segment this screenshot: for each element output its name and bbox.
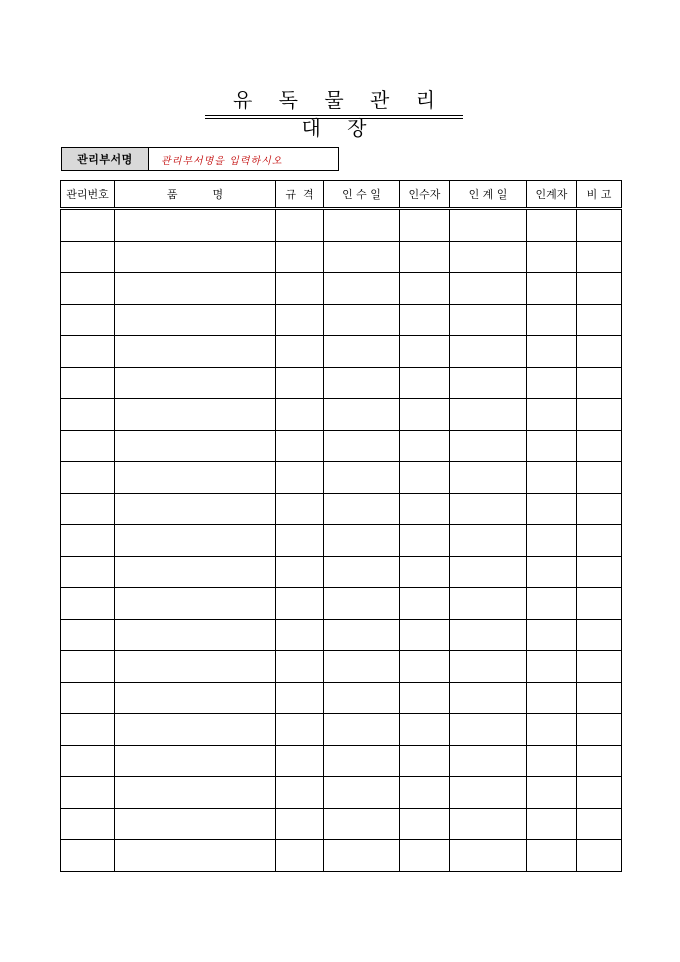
table-cell[interactable]: [400, 840, 450, 872]
table-row: [61, 525, 622, 557]
header-row: [61, 181, 622, 209]
table-cell[interactable]: [61, 682, 115, 714]
table-cell[interactable]: [115, 840, 276, 872]
table-cell[interactable]: [527, 682, 577, 714]
table-row: [61, 399, 622, 431]
table-cell[interactable]: [324, 619, 400, 651]
table-cell[interactable]: [276, 682, 324, 714]
table-cell[interactable]: [400, 367, 450, 399]
table-cell[interactable]: [400, 430, 450, 462]
table-cell[interactable]: [276, 462, 324, 494]
table-cell[interactable]: [276, 493, 324, 525]
table-cell[interactable]: [276, 273, 324, 305]
table-cell[interactable]: [115, 525, 276, 557]
table-cell[interactable]: [61, 430, 115, 462]
table-cell[interactable]: [400, 241, 450, 273]
table-cell[interactable]: [115, 209, 276, 242]
table-cell[interactable]: [400, 304, 450, 336]
table-cell[interactable]: [115, 682, 276, 714]
table-cell[interactable]: [450, 399, 527, 431]
table-cell[interactable]: [527, 209, 577, 242]
table-cell[interactable]: [450, 682, 527, 714]
table-cell[interactable]: [115, 336, 276, 368]
table-row: [61, 682, 622, 714]
table-cell[interactable]: [115, 745, 276, 777]
table-cell[interactable]: [61, 493, 115, 525]
table-cell[interactable]: [61, 304, 115, 336]
table-cell[interactable]: [577, 619, 622, 651]
table-cell[interactable]: [577, 304, 622, 336]
table-cell[interactable]: [61, 651, 115, 683]
table-cell[interactable]: [450, 651, 527, 683]
table-row: [61, 777, 622, 809]
table-row: [61, 619, 622, 651]
table-cell[interactable]: [450, 273, 527, 305]
table-cell[interactable]: [400, 682, 450, 714]
table-row: [61, 493, 622, 525]
table-cell[interactable]: [527, 714, 577, 746]
table-cell[interactable]: [61, 714, 115, 746]
table-cell[interactable]: [115, 777, 276, 809]
table-cell[interactable]: [400, 619, 450, 651]
table-cell[interactable]: [450, 588, 527, 620]
table-cell[interactable]: [400, 808, 450, 840]
table-cell[interactable]: [61, 399, 115, 431]
table-cell[interactable]: [527, 525, 577, 557]
table-cell[interactable]: [276, 241, 324, 273]
table-cell[interactable]: [527, 241, 577, 273]
table-row: [61, 462, 622, 494]
col-header-item-name: 품 명: [115, 181, 276, 209]
table-cell[interactable]: [115, 651, 276, 683]
table-cell[interactable]: [115, 462, 276, 494]
table-row: [61, 556, 622, 588]
table-cell[interactable]: [577, 273, 622, 305]
table-cell[interactable]: [577, 651, 622, 683]
table-cell[interactable]: [324, 714, 400, 746]
table-cell[interactable]: [115, 808, 276, 840]
table-cell[interactable]: [61, 556, 115, 588]
table-cell[interactable]: [324, 493, 400, 525]
department-label: 관리부서명: [62, 148, 149, 170]
table-cell[interactable]: [115, 241, 276, 273]
table-cell[interactable]: [324, 336, 400, 368]
table-cell[interactable]: [450, 777, 527, 809]
table-cell[interactable]: [527, 462, 577, 494]
table-row: [61, 209, 622, 242]
table-cell[interactable]: [276, 525, 324, 557]
table-cell[interactable]: [324, 399, 400, 431]
department-input[interactable]: 관리부서명을 입력하시오: [161, 155, 283, 167]
table-cell[interactable]: [527, 273, 577, 305]
table-cell[interactable]: [400, 273, 450, 305]
table-cell[interactable]: [324, 273, 400, 305]
table-cell[interactable]: [324, 777, 400, 809]
table-cell[interactable]: [577, 556, 622, 588]
table-cell[interactable]: [450, 209, 527, 242]
col-header-spec: 규 격: [276, 181, 324, 209]
col-header-receiver: 인수자: [400, 181, 450, 209]
table-cell[interactable]: [527, 399, 577, 431]
table-cell[interactable]: [577, 682, 622, 714]
table-cell[interactable]: [577, 209, 622, 242]
table-cell[interactable]: [450, 336, 527, 368]
table-cell[interactable]: [115, 619, 276, 651]
table-cell[interactable]: [276, 304, 324, 336]
table-cell[interactable]: [61, 777, 115, 809]
table-cell[interactable]: [527, 651, 577, 683]
table-cell[interactable]: [577, 336, 622, 368]
title-text: 유 독 물 관 리 대 장: [232, 88, 446, 140]
document-title: [205, 86, 463, 140]
col-header-handover-person: 인계자: [527, 181, 577, 209]
table-cell[interactable]: [276, 336, 324, 368]
table-cell[interactable]: [450, 840, 527, 872]
col-header-management-no: 관리번호: [61, 181, 115, 209]
table-cell[interactable]: [324, 367, 400, 399]
table-cell[interactable]: [527, 304, 577, 336]
table-cell[interactable]: [61, 588, 115, 620]
table-cell[interactable]: [577, 777, 622, 809]
table-cell[interactable]: [400, 462, 450, 494]
col-header-handover-date: 인 계 일: [450, 181, 527, 209]
table-cell[interactable]: [577, 462, 622, 494]
col-header-received-date: 인 수 일: [324, 181, 400, 209]
table-cell[interactable]: [115, 556, 276, 588]
table-cell[interactable]: [577, 493, 622, 525]
table-cell[interactable]: [527, 808, 577, 840]
table-cell[interactable]: [400, 777, 450, 809]
table-cell[interactable]: [450, 462, 527, 494]
table-row: [61, 651, 622, 683]
table-cell[interactable]: [400, 209, 450, 242]
table-row: [61, 714, 622, 746]
table-cell[interactable]: [450, 745, 527, 777]
table-cell[interactable]: [577, 367, 622, 399]
table-cell[interactable]: [324, 209, 400, 242]
table-cell[interactable]: [324, 241, 400, 273]
table-cell[interactable]: [61, 336, 115, 368]
table-row: [61, 273, 622, 305]
table-cell[interactable]: [527, 745, 577, 777]
table-cell[interactable]: [450, 367, 527, 399]
table-row: [61, 241, 622, 273]
table-cell[interactable]: [577, 399, 622, 431]
table-cell[interactable]: [276, 840, 324, 872]
table-cell[interactable]: [324, 430, 400, 462]
table-row: [61, 367, 622, 399]
table-cell[interactable]: [577, 241, 622, 273]
table-cell[interactable]: [527, 493, 577, 525]
table-cell[interactable]: [324, 588, 400, 620]
table-cell[interactable]: [115, 399, 276, 431]
table-cell[interactable]: [276, 209, 324, 242]
table-cell[interactable]: [276, 777, 324, 809]
table-cell[interactable]: [527, 367, 577, 399]
table-cell[interactable]: [276, 745, 324, 777]
table-cell[interactable]: [276, 808, 324, 840]
table-cell[interactable]: [577, 525, 622, 557]
table-cell[interactable]: [115, 714, 276, 746]
table-cell[interactable]: [324, 462, 400, 494]
table-cell[interactable]: [527, 336, 577, 368]
table-cell[interactable]: [61, 619, 115, 651]
table-cell[interactable]: [324, 556, 400, 588]
table-cell[interactable]: [527, 840, 577, 872]
ledger-table: [60, 180, 622, 872]
table-row: [61, 808, 622, 840]
table-cell[interactable]: [324, 745, 400, 777]
table-cell[interactable]: [400, 745, 450, 777]
table-cell[interactable]: [61, 462, 115, 494]
table-cell[interactable]: [61, 745, 115, 777]
table-cell[interactable]: [115, 493, 276, 525]
table-cell[interactable]: [527, 777, 577, 809]
table-cell[interactable]: [276, 651, 324, 683]
table-cell[interactable]: [527, 588, 577, 620]
table-cell[interactable]: [115, 273, 276, 305]
table-cell[interactable]: [61, 808, 115, 840]
table-row: [61, 430, 622, 462]
table-cell[interactable]: [400, 399, 450, 431]
table-cell[interactable]: [324, 304, 400, 336]
table-cell[interactable]: [276, 430, 324, 462]
table-cell[interactable]: [61, 241, 115, 273]
table-cell[interactable]: [61, 209, 115, 242]
table-cell[interactable]: [115, 588, 276, 620]
title-double-underline: [205, 115, 463, 119]
department-field: [61, 147, 339, 171]
table-cell[interactable]: [324, 682, 400, 714]
table-cell[interactable]: [61, 367, 115, 399]
table-cell[interactable]: [450, 619, 527, 651]
ledger-body: [61, 209, 622, 872]
table-cell[interactable]: [324, 808, 400, 840]
table-cell[interactable]: [115, 304, 276, 336]
table-cell[interactable]: [577, 430, 622, 462]
table-cell[interactable]: [577, 714, 622, 746]
table-cell[interactable]: [527, 556, 577, 588]
table-cell[interactable]: [577, 808, 622, 840]
table-cell[interactable]: [276, 588, 324, 620]
table-cell[interactable]: [115, 430, 276, 462]
table-cell[interactable]: [450, 493, 527, 525]
table-cell[interactable]: [450, 304, 527, 336]
table-row: [61, 840, 622, 872]
table-cell[interactable]: [400, 336, 450, 368]
table-cell[interactable]: [400, 525, 450, 557]
table-cell[interactable]: [577, 745, 622, 777]
table-cell[interactable]: [324, 651, 400, 683]
table-cell[interactable]: [577, 840, 622, 872]
table-cell[interactable]: [324, 525, 400, 557]
table-cell[interactable]: [450, 430, 527, 462]
table-cell[interactable]: [115, 367, 276, 399]
table-cell[interactable]: [61, 840, 115, 872]
table-cell[interactable]: [527, 619, 577, 651]
table-row: [61, 745, 622, 777]
table-cell[interactable]: [400, 493, 450, 525]
table-cell[interactable]: [324, 840, 400, 872]
table-cell[interactable]: [61, 525, 115, 557]
table-cell[interactable]: [527, 430, 577, 462]
table-cell[interactable]: [61, 273, 115, 305]
table-cell[interactable]: [400, 714, 450, 746]
table-row: [61, 336, 622, 368]
table-cell[interactable]: [276, 367, 324, 399]
table-cell[interactable]: [400, 651, 450, 683]
table-cell[interactable]: [276, 714, 324, 746]
table-cell[interactable]: [450, 714, 527, 746]
table-cell[interactable]: [276, 556, 324, 588]
table-cell[interactable]: [450, 808, 527, 840]
table-cell[interactable]: [450, 241, 527, 273]
table-cell[interactable]: [400, 556, 450, 588]
table-row: [61, 304, 622, 336]
table-cell[interactable]: [577, 588, 622, 620]
table-cell[interactable]: [450, 525, 527, 557]
col-header-remarks: 비 고: [577, 181, 622, 209]
table-cell[interactable]: [400, 588, 450, 620]
table-cell[interactable]: [276, 619, 324, 651]
table-row: [61, 588, 622, 620]
table-cell[interactable]: [276, 399, 324, 431]
table-cell[interactable]: [450, 556, 527, 588]
